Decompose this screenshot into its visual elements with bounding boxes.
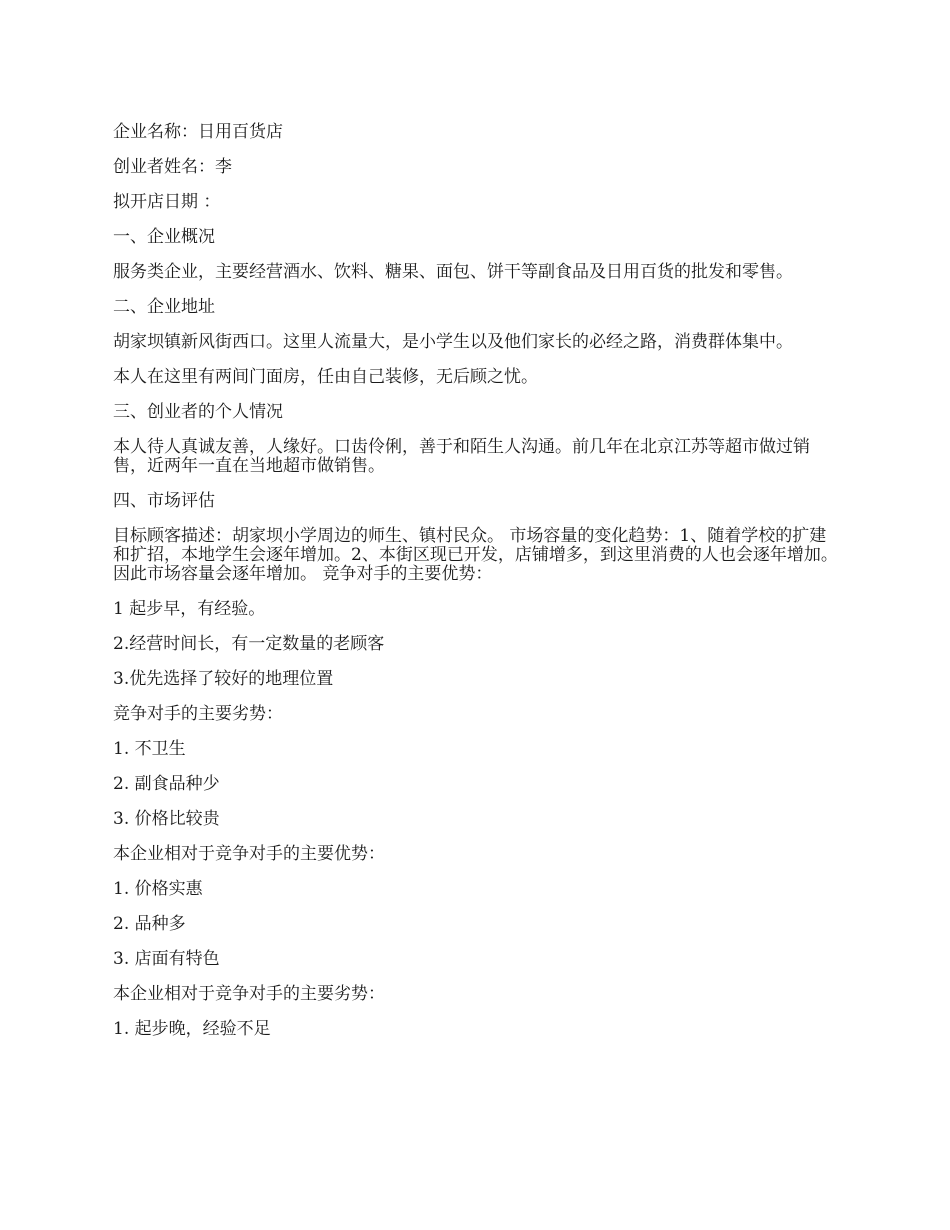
founder-paragraph: 本人待人真诚友善，人缘好。口齿伶俐，善于和陌生人沟通。前几年在北京江苏等超市做过销售，近两年一直在当地超市做销售。 bbox=[113, 437, 810, 476]
own-weakness-heading: 本企业相对于竞争对手的主要劣势： bbox=[113, 984, 385, 1004]
own-weakness-item: 1. 起步晚，经验不足 bbox=[113, 1019, 271, 1039]
competitor-weakness-item: 1. 不卫生 bbox=[113, 739, 186, 759]
overview-paragraph: 服务类企业，主要经营酒水、饮料、糖果、面包、饼干等副食品及日用百货的批发和零售。 bbox=[113, 262, 793, 282]
founder-name-line: 创业者姓名：李 bbox=[113, 157, 232, 177]
own-strength-item: 2. 品种多 bbox=[113, 914, 186, 934]
own-strength-item: 3. 店面有特色 bbox=[113, 949, 220, 969]
section-heading-address: 二、企业地址 bbox=[113, 297, 215, 317]
opening-date-line: 拟开店日期 ： bbox=[113, 192, 221, 212]
competitor-strength-item: 1 起步早，有经验。 bbox=[113, 599, 266, 619]
section-heading-overview: 一、企业概况 bbox=[113, 227, 215, 247]
section-heading-market: 四、市场评估 bbox=[113, 491, 215, 511]
market-paragraph: 目标顾客描述：胡家坝小学周边的师生、镇村民众。 市场容量的变化趋势：1、随着学校的扩建和扩招，本地学生会逐年增加。2、本街区现已开发，店铺增多，到这里消费的人也会逐年增加。因此市场容量会逐年增加。 竞争对手的主要优势： bbox=[113, 526, 838, 584]
document-body bbox=[113, 123, 843, 1055]
competitor-weakness-heading: 竞争对手的主要劣势： bbox=[113, 704, 283, 724]
competitor-weakness-item: 3. 价格比较贵 bbox=[113, 809, 220, 829]
premises-paragraph: 本人在这里有两间门面房，任由自己装修，无后顾之忧。 bbox=[113, 367, 538, 387]
address-paragraph: 胡家坝镇新风街西口。这里人流量大，是小学生以及他们家长的必经之路，消费群体集中。 bbox=[113, 332, 793, 352]
competitor-weakness-item: 2. 副食品种少 bbox=[113, 774, 220, 794]
company-name-line: 企业名称：日用百货店 bbox=[113, 122, 283, 142]
section-heading-founder: 三、创业者的个人情况 bbox=[113, 402, 283, 422]
competitor-strength-item: 3.优先选择了较好的地理位置 bbox=[113, 669, 334, 689]
competitor-strength-item: 2.经营时间长，有一定数量的老顾客 bbox=[113, 634, 385, 654]
own-strength-item: 1. 价格实惠 bbox=[113, 879, 203, 899]
own-strength-heading: 本企业相对于竞争对手的主要优势： bbox=[113, 844, 385, 864]
